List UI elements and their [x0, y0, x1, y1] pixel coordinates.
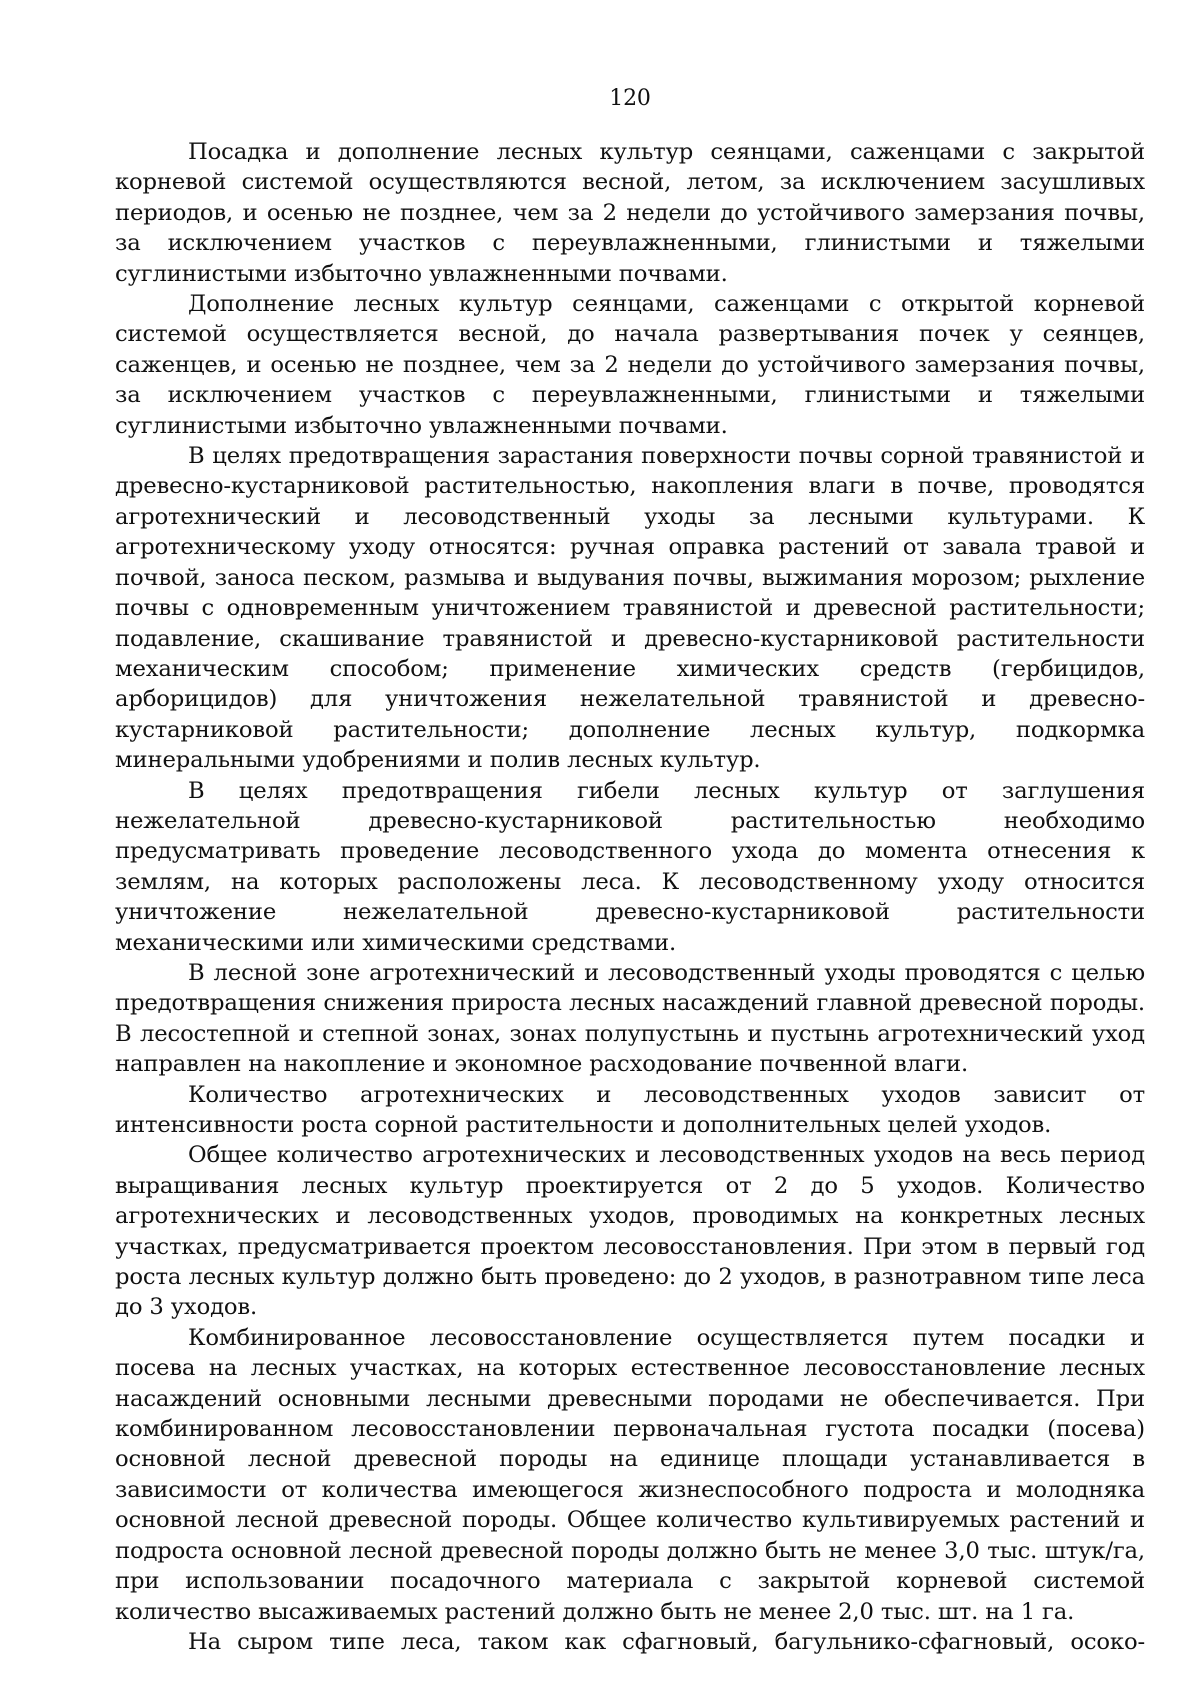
paragraph: В лесной зоне агротехнический и лесоводственный уходы проводятся с целью предотвращения снижения прироста лесных насаждений главной древесной породы. В лесостепной и степной зонах, зонах полупустынь и пустынь агротехнический уход направлен на накопление и экономное расходование почвенной влаги.: [115, 959, 1145, 1078]
document-body: [115, 137, 1145, 1657]
paragraph: Посадка и дополнение лесных культур сеянцами, саженцами с закрытой корневой системой осуществляются весной, летом, за исключением засушливых периодов, и осенью не позднее, чем за 2 недели до устойчивого замерзания почвы, за исключением участков с переувлажненными, глинистыми и тяжелыми суглинистыми избыточно увлажненными почвами.: [115, 139, 1145, 287]
paragraph: Количество агротехнических и лесоводственных уходов зависит от интенсивности роста сорной растительности и дополнительных целей уходов.: [115, 1081, 1145, 1138]
page-number: 120: [609, 86, 651, 111]
paragraph: Комбинированное лесовосстановление осуществляется путем посадки и посева на лесных участках, на которых естественное лесовосстановление лесных насаждений основными лесными древесными породами не обеспечивается. При комбинированном лесовосстановлении первоначальная густота посадки (посева) основной лесной древесной породы на единице площади устанавливается в зависимости от количества имеющегося жизнеспособного подроста и молодняка основной лесной древесной породы. Общее количество культивируемых растений и подроста основной лесной древесной породы должно быть не менее 3,0 тыс. штук/га, при использовании посадочного материала с закрытой корневой системой количество высаживаемых растений должно быть не менее 2,0 тыс. шт. на 1 га.: [115, 1324, 1145, 1625]
paragraph-continued: На сыром типе леса, таком как сфагновый, багульнико-сфагновый, осоко-: [188, 1628, 1145, 1655]
document-page: [115, 0, 1145, 1698]
paragraph: В целях предотвращения гибели лесных культур от заглушения нежелательной древесно-кустарниковой растительностью необходимо предусматривать проведение лесоводственного ухода до момента отнесения к землям, на которых расположены леса. К лесоводственному уходу относится уничтожение нежелательной древесно-кустарниковой растительности механическими или химическими средствами.: [115, 777, 1145, 956]
paragraph: Дополнение лесных культур сеянцами, саженцами с открытой корневой системой осуществляется весной, до начала развертывания почек у сеянцев, саженцев, и осенью не позднее, чем за 2 недели до устойчивого замерзания почвы, за исключением участков с переувлажненными, глинистыми и тяжелыми суглинистыми избыточно увлажненными почвами.: [115, 291, 1145, 439]
paragraph: Общее количество агротехнических и лесоводственных уходов на весь период выращивания лесных культур проектируется от 2 до 5 уходов. Количество агротехнических и лесоводственных уходов, проводимых на конкретных лесных участках, предусматривается проектом лесовосстановления. При этом в первый год роста лесных культур должно быть проведено: до 2 уходов, в разнотравном типе леса до 3 уходов.: [115, 1142, 1145, 1321]
paragraph: В целях предотвращения зарастания поверхности почвы сорной травянистой и древесно-кустарниковой растительностью, накопления влаги в почве, проводятся агротехнический и лесоводственный уходы за лесными культурами. К агротехническому уходу относятся: ручная оправка растений от завала травой и почвой, заноса песком, размыва и выдувания почвы, выжимания морозом; рыхление почвы с одновременным уничтожением травянистой и древесной растительности; подавление, скашивание травянистой и древесно-кустарниковой растительности механическим способом; применение химических средств (гербицидов, арборицидов) для уничтожения нежелательной травянистой и древесно-кустарниковой растительности; дополнение лесных культур, подкормка минеральными удобрениями и полив лесных культур.: [115, 443, 1145, 774]
